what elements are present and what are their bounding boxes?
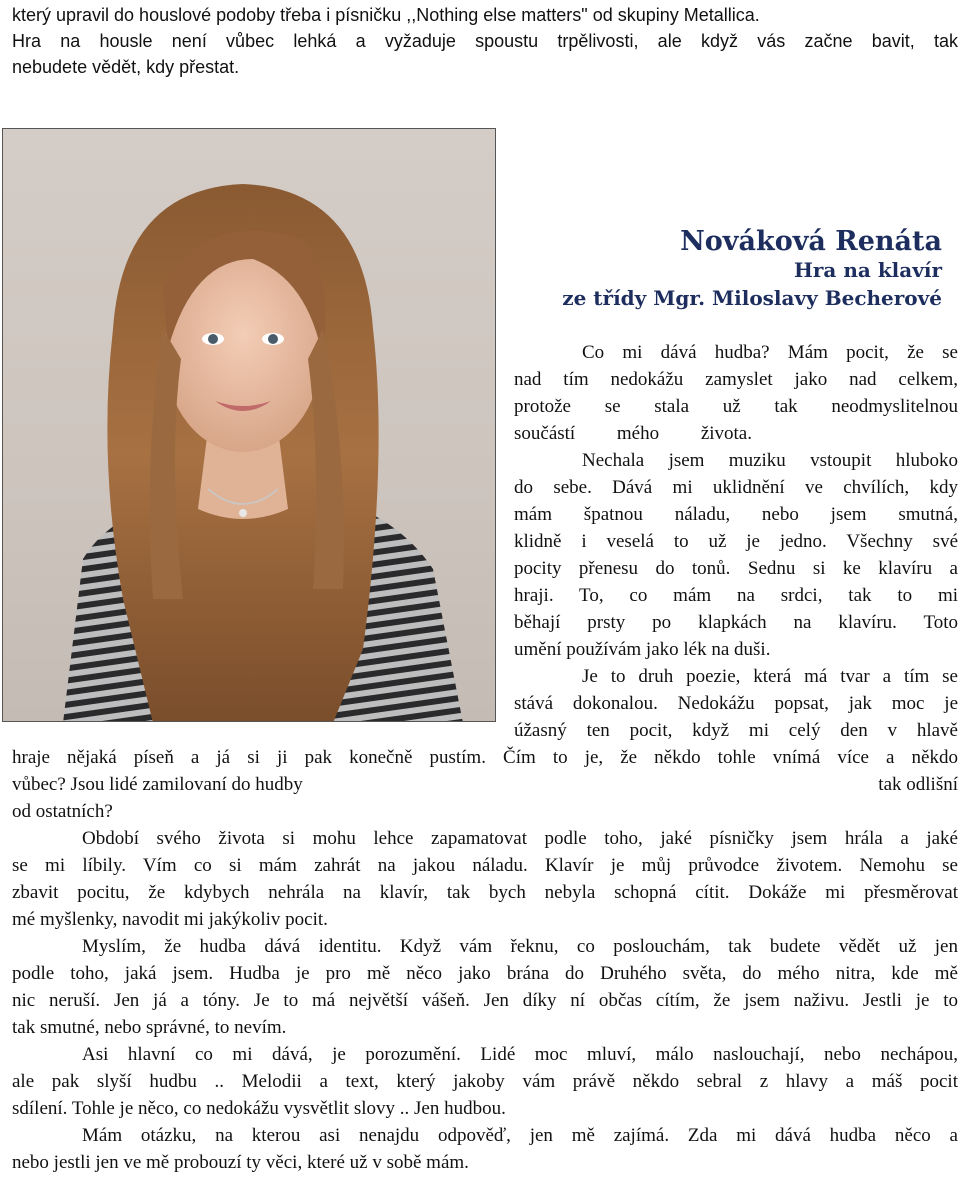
body-line-right: tak odlišní <box>878 774 958 795</box>
body-line: Asi hlavní co mi dává, je porozumění. Lidé moc mluví, málo naslouchají, nebo nechápou, <box>82 1044 958 1065</box>
column-line: klidně i veselá to už je jedno. Všechny své <box>514 531 958 552</box>
column-line: mám špatnou náladu, nebo jsem smutná, <box>514 504 958 525</box>
column-line: Je to druh poezie, která má tvar a tím se <box>582 666 958 687</box>
body-line: Mám otázku, na kterou asi nenajdu odpověď, jen mě zajímá. Zda mi dává hudba něco a <box>82 1125 958 1146</box>
body-line-left: vůbec? Jsou lidé zamilovaní do hudby <box>12 774 303 795</box>
column-line: úžasný ten pocit, když mi celý den v hlavě <box>514 720 958 741</box>
column-line: součástí mého života. <box>514 423 752 444</box>
body-line: sdílení. Tohle je něco, co nedokážu vysvětlit slovy .. Jen hudbou. <box>12 1098 506 1119</box>
body-line: se mi líbily. Vím co si mám zahrát na jakou náladu. Klavír je můj průvodce životem. Nemohu se <box>12 855 958 876</box>
column-line: protože se stala už tak neodmyslitelnou <box>514 396 958 417</box>
body-line: nebo jestli jen ve mě probouzí ty věci, které už v sobě mám. <box>12 1152 469 1173</box>
column-line: do sebe. Dává mi uklidnění ve chvílích, kdy <box>514 477 958 498</box>
intro-line-3: nebudete vědět, kdy přestat. <box>12 57 240 77</box>
body-line: Myslím, že hudba dává identitu. Když vám řeknu, co poslouchám, tak budete vědět už jen <box>82 936 958 957</box>
column-line: hraji. To, co mám na srdci, tak to mi <box>514 585 958 606</box>
column-line: pocity přenesu do tonů. Sednu si ke klavíru a <box>514 558 958 579</box>
teacher-line: ze třídy Mgr. Miloslavy Becherové <box>562 286 942 310</box>
body-line: zbavit pocitu, že kdybych nehrála na klavír, tak bych nebyla schopná cítit. Dokáže mi přesměrovat <box>12 882 958 903</box>
column-line: nad tím nedokážu zamyslet jako nad celkem, <box>514 369 958 390</box>
column-line: Co mi dává hudba? Mám pocit, že se <box>582 342 958 363</box>
column-line: umění používám jako lék na duši. <box>514 639 771 660</box>
intro-line-1: který upravil do houslové podoby třeba i písničku ,,Nothing else matters" od skupiny Metallica. <box>12 5 760 25</box>
column-line: běhají prsty po klapkách na klavíru. Toto <box>514 612 958 633</box>
body-line: nic neruší. Jen já a tóny. Je to má největší vášeň. Jen díky ní občas cítím, že jsem naživu. Jestli je to <box>12 990 958 1011</box>
body-line: tak smutné, nebo správné, to nevím. <box>12 1017 287 1038</box>
column-line: Nechala jsem muziku vstoupit hluboko <box>582 450 958 471</box>
body-line: podle toho, jaká jsem. Hudba je pro mě něco jako brána do Druhého světa, do mého nitra, kde mě <box>12 963 958 984</box>
intro-line-2: Hra na housle není vůbec lehká a vyžaduje spoustu trpělivosti, ale když vás začne bavit, tak <box>12 31 958 51</box>
body-line: hraje nějaká píseň a já si ji pak konečně pustím. Čím to je, že někdo tohle vnímá více a někdo <box>12 747 958 768</box>
body-line: od ostatních? <box>12 801 113 822</box>
student-subject: Hra na klavír <box>794 258 942 282</box>
body-line: mé myšlenky, navodit mi jakýkoliv pocit. <box>12 909 328 930</box>
student-name: Nováková Renáta <box>680 226 942 257</box>
body-line: Období svého života si mohu lehce zapamatovat podle toho, jaké písničky jsem hrála a jaké <box>82 828 958 849</box>
body-line-split <box>12 772 958 799</box>
column-line: stává dokonalou. Nedokážu popsat, jak moc je <box>514 693 958 714</box>
body-line: ale pak slyší hudbu .. Melodii a text, který jakoby vám právě někdo sebral z hlavy a máš pocit <box>12 1071 958 1092</box>
portrait-photo <box>2 128 496 722</box>
